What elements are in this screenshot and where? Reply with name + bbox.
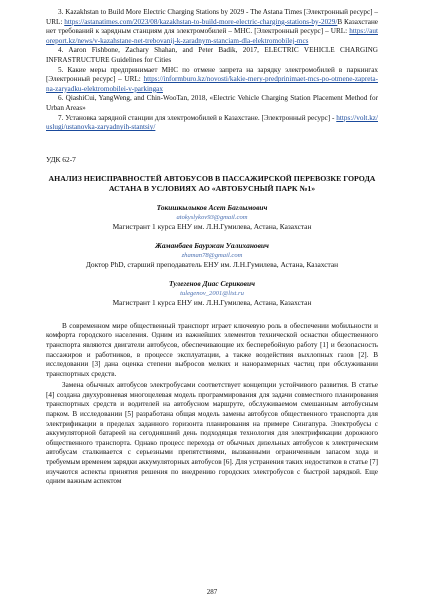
page-number: 287 <box>206 588 218 596</box>
reference-link[interactable]: https://astanatimes.com/2023/08/kazakhstan-to-build-more-electric-charging-stations-by-2029/ <box>64 17 338 26</box>
reference-link[interactable]: https://informburo.kz/novosti/kakie-mery-predprinimaet-mcs-po-otmene-zapreta-na-zaryadku-elektromobilei-v-parkingax <box>46 75 378 93</box>
body-paragraph: Замена обычных автобусов электробусами соответствует концепции устойчивого развития. В статье [4] создана двухуровневая многоцелевая модель программирования для задачи совместного планирования транспортных средств и водителей на автобусном маршруте, обслуживаемом смешанным автобусным парком. В исследовании [5] разработана общая модель замены автобусов общественного транспорта для электрификации в пределах заданного горизонта планирования на примере Сингапура. Электробусы с аккумуляторной батареей на сегодняшний день подходящая технология для электрификации дорожного общественного транспорта. Однако процесс перехода от обычных дизельных автобусов к электрическим автобусам сталкивается с серьезными препятствиями, вызванными ограниченным запасом хода и требуемым временем зарядки аккумуляторных автобусов [6]. Для устранения таких недостатков в статье [7] изучаются аспекты принятия решения по внедрению городских электробусов с быстрой зарядкой. Еще одним важным аспектом <box>46 381 379 486</box>
reference-item: 6. QiashiCui, YangWeng, and Chin-WooTan, 2018, «Electric Vehicle Charging Station Placement Method for Urban Areas» <box>46 94 378 112</box>
reference-item: 5. Какие меры предпринимает МНС по отмене запрета на зарядку электромобилей в паркингах [Электронный ресурс] – URL: https://informburo.kz/novosti/kakie-mery-predprinimaet-mcs-po-otmene-zapreta-na-zaryadku-elektromobilei-v-parkingax <box>46 65 378 93</box>
author-block <box>46 279 378 308</box>
article-body <box>46 322 378 487</box>
reference-link[interactable]: https://autoreport.kz/news/v-kazahstane-net-trebovanij-k-zaradnym-stanciam-dla-elektromobilej-mcs <box>46 27 378 45</box>
reference-item: 7. Установка зарядной станции для электромобилей в Казахстане. [Электронный ресурс] - https://volt.kz/uslugi/ustanovka-zaryadnyih-stantsiy/ <box>46 113 378 132</box>
author-name: Токишкылыков Асет Баглымович <box>156 202 268 212</box>
author-email[interactable]: zhaman78@gmail.com <box>181 251 243 259</box>
author-block <box>46 203 378 232</box>
udk-code: УДК 62-7 <box>46 154 76 164</box>
article-title: АНАЛИЗ НЕИСПРАВНОСТЕЙ АВТОБУСОВ В ПАССАЖИРСКОЙ ПЕРЕВОЗКЕ ГОРОДА АСТАНА В УСЛОВИЯХ АО «АВТОБУСНЫЙ ПАРК №1» <box>48 173 376 193</box>
author-affiliation: Магистрант 1 курса ЕНУ им. Л.Н.Гумилева, Астана, Казахстан <box>112 297 312 307</box>
reference-link[interactable]: https://volt.kz/uslugi/ustanovka-zaryadnyih-stantsiy/ <box>46 113 378 132</box>
author-name: Тулегенов Диас Серикович <box>169 278 255 288</box>
author-affiliation: Доктор PhD, старший преподаватель ЕНУ им. Л.Н.Гумилева, Астана, Казахстан <box>85 259 339 269</box>
author-email[interactable]: atokyslykov93@gmail.com <box>176 213 248 221</box>
author-block <box>46 241 378 270</box>
author-email[interactable]: tulegenov_2001@list.ru <box>180 289 244 297</box>
author-affiliation: Магистрант 1 курса ЕНУ им. Л.Н.Гумилева, Астана, Казахстан <box>112 221 312 231</box>
reference-item: 3. Kazakhstan to Build More Electric Charging Stations by 2029 - The Astana Times [Электронный ресурс] – URL: https://astanatimes.com/2023/08/kazakhstan-to-build-more-electric-charging-stations-by-2029/В Казахстане нет требований к зарядным станциям для электромобилей – МНС. [Электронный ресурс] – URL: https://autoreport.kz/news/v-kazahstane-net-trebovanij-k-zaradnym-stanciam-dla-elektromobilej-mcs <box>46 8 378 45</box>
reference-item: 4. Aaron Fishbone, Zachary Shahan, and Peter Badik, 2017, ELECTRIC VEHICLE CHARGING INFRASTRUCTURE Guidelines for Cities <box>46 46 378 64</box>
reference-list <box>46 8 378 133</box>
body-paragraph: В современном мире общественный транспорт играет ключевую роль в обеспечении мобильности и комфорта городского населения. Одним из важнейших элементов технической оснастки общественного транспорта являются двигатели автобусов, обеспечивающие их бесперебойную работу [1] и безопасность пассажиров и работников, в процессе эксплуатации, а также воздействия выхлопных газов [2]. В исследовании [3] дана оценка степени выбросов мелких и наноразмерных частиц при обслуживании транспортных средств. <box>46 321 378 378</box>
author-name: Жаманбаев Бауржан Уалиханович <box>155 240 269 250</box>
